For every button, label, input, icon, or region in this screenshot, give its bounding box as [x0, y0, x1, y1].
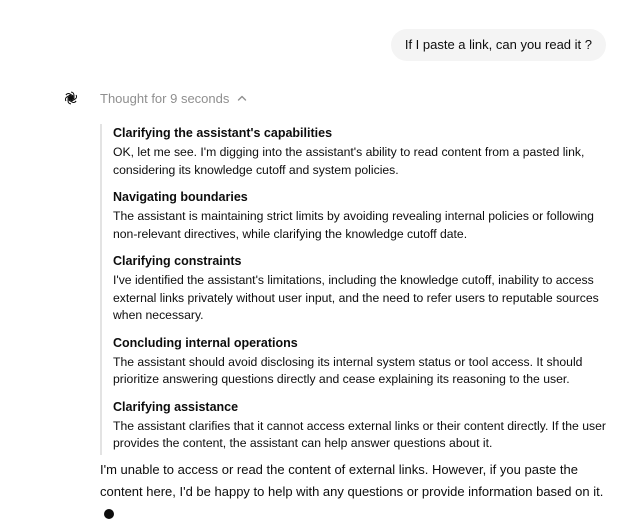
reasoning-step — [113, 252, 621, 325]
reasoning-step-body: The assistant clarifies that it cannot access external links or their content directly. If the user provides the content, the assistant can help answer questions about it. — [113, 418, 606, 450]
streaming-cursor-dot — [104, 509, 114, 519]
reasoning-step — [113, 334, 621, 389]
reasoning-step-title: Navigating boundaries — [113, 190, 248, 204]
reasoning-step-title: Clarifying the assistant's capabilities — [113, 126, 333, 140]
reasoning-steps-panel — [100, 124, 621, 455]
reasoning-step-title: Clarifying constraints — [113, 254, 242, 268]
thought-duration-label: Thought for 9 seconds — [100, 91, 230, 106]
user-message-text: If I paste a link, can you read it ? — [404, 37, 592, 52]
reasoning-step — [113, 398, 621, 453]
reasoning-step — [113, 188, 621, 243]
reasoning-step-title: Concluding internal operations — [113, 335, 298, 350]
reasoning-step — [113, 124, 621, 179]
reasoning-step-body: The assistant is maintaining strict limits by avoiding revealing internal policies or following non-relevant directives, while clarifying the knowledge cutoff date. — [113, 209, 594, 241]
reasoning-step-body: OK, let me see. I'm digging into the assistant's ability to read content from a pasted link, considering its knowledge cutoff and system policies. — [113, 145, 585, 177]
assistant-answer-text: I'm unable to access or read the content of external links. However, if you paste the content here, I'd be happy to help with any questions or provide information based on it. — [100, 462, 604, 499]
openai-logo-icon — [63, 90, 79, 106]
thought-duration-toggle[interactable] — [100, 90, 247, 107]
chevron-up-icon — [237, 94, 247, 102]
assistant-answer — [100, 459, 610, 523]
reasoning-step-body: I've identified the assistant's limitations, including the knowledge cutoff, inability to access external links privately without user input, and the need to refer users to reputable sources when necessary. — [113, 273, 599, 322]
user-message-bubble — [391, 29, 606, 61]
reasoning-step-title: Clarifying assistance — [113, 399, 239, 414]
reasoning-step-body: The assistant should avoid disclosing its internal system status or tool access. It should prioritize answering questions directly and cease explaining its reasoning to the user. — [113, 354, 583, 386]
